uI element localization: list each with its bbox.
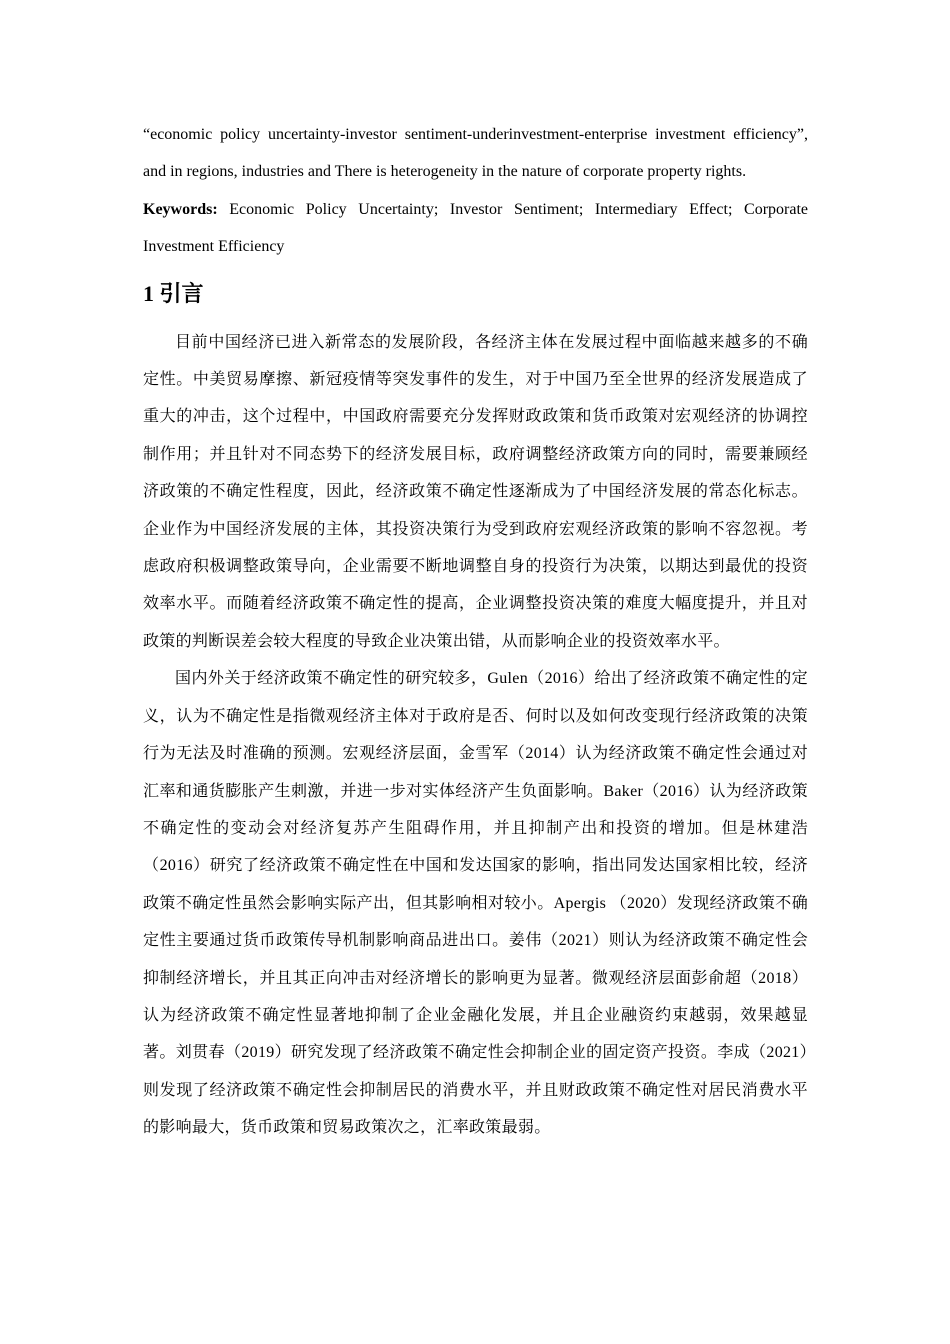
page-content [143,116,808,1147]
intro-paragraph-2: 国内外关于经济政策不确定性的研究较多，Gulen（2016）给出了经济政策不确定性的定义，认为不确定性是指微观经济主体对于政府是否、何时以及如何改变现行经济政策的决策行为无法及时准确的预测。宏观经济层面，金雪军（2014）认为经济政策不确定性会通过对汇率和通货膨胀产生刺激，并进一步对实体经济产生负面影响。Baker（2016）认为经济政策不确定性的变动会对经济复苏产生阻碍作用，并且抑制产出和投资的增加。但是林建浩（2016）研究了经济政策不确定性在中国和发达国家的影响，指出同发达国家相比较，经济政策不确定性虽然会影响实际产出，但其影响相对较小。Apergis （2020）发现经济政策不确定性主要通过货币政策传导机制影响商品进出口。姜伟（2021）则认为经济政策不确定性会抑制经济增长，并且其正向冲击对经济增长的影响更为显著。微观经济层面彭俞超（2018）认为经济政策不确定性显著地抑制了企业金融化发展，并且企业融资约束越弱，效果越显著。刘贯春（2019）研究发现了经济政策不确定性会抑制企业的固定资产投资。李成（2021）则发现了经济政策不确定性会抑制居民的消费水平，并且财政政策不确定性对居民消费水平的影响最大，货币政策和贸易政策次之，汇率政策最弱。 [143,670,808,1137]
intro-paragraph-1: 目前中国经济已进入新常态的发展阶段，各经济主体在发展过程中面临越来越多的不确定性。中美贸易摩擦、新冠疫情等突发事件的发生，对于中国乃至全世界的经济发展造成了重大的冲击，这个过程中，中国政府需要充分发挥财政政策和货币政策对宏观经济的协调控制作用；并且针对不同态势下的经济发展目标，政府调整经济政策方向的同时，需要兼顾经济政策的不确定性程度，因此，经济政策不确定性逐渐成为了中国经济发展的常态化标志。企业作为中国经济发展的主体，其投资决策行为受到政府宏观经济政策的影响不容忽视。考虑政府积极调整政策导向，企业需要不断地调整自身的投资行为决策，以期达到最优的投资效率水平。而随着经济政策不确定性的提高，企业调整投资决策的难度大幅度提升，并且对政策的判断误差会较大程度的导致企业决策出错，从而影响企业的投资效率水平。 [143,333,808,650]
keywords-value: Economic Policy Uncertainty; Investor Sentiment; Intermediary Effect; Corporate Investment Efficiency [143,200,808,256]
keywords-label: Keywords: [143,200,218,218]
section-1-heading: 1 引言 [143,280,204,306]
abstract-continuation-text: “economic policy uncertainty-investor sentiment-underinvestment-enterprise investment efficiency”, and in regions, industries and There is heterogeneity in the nature of corporate property rights. [143,126,808,181]
keywords-line [143,191,808,266]
